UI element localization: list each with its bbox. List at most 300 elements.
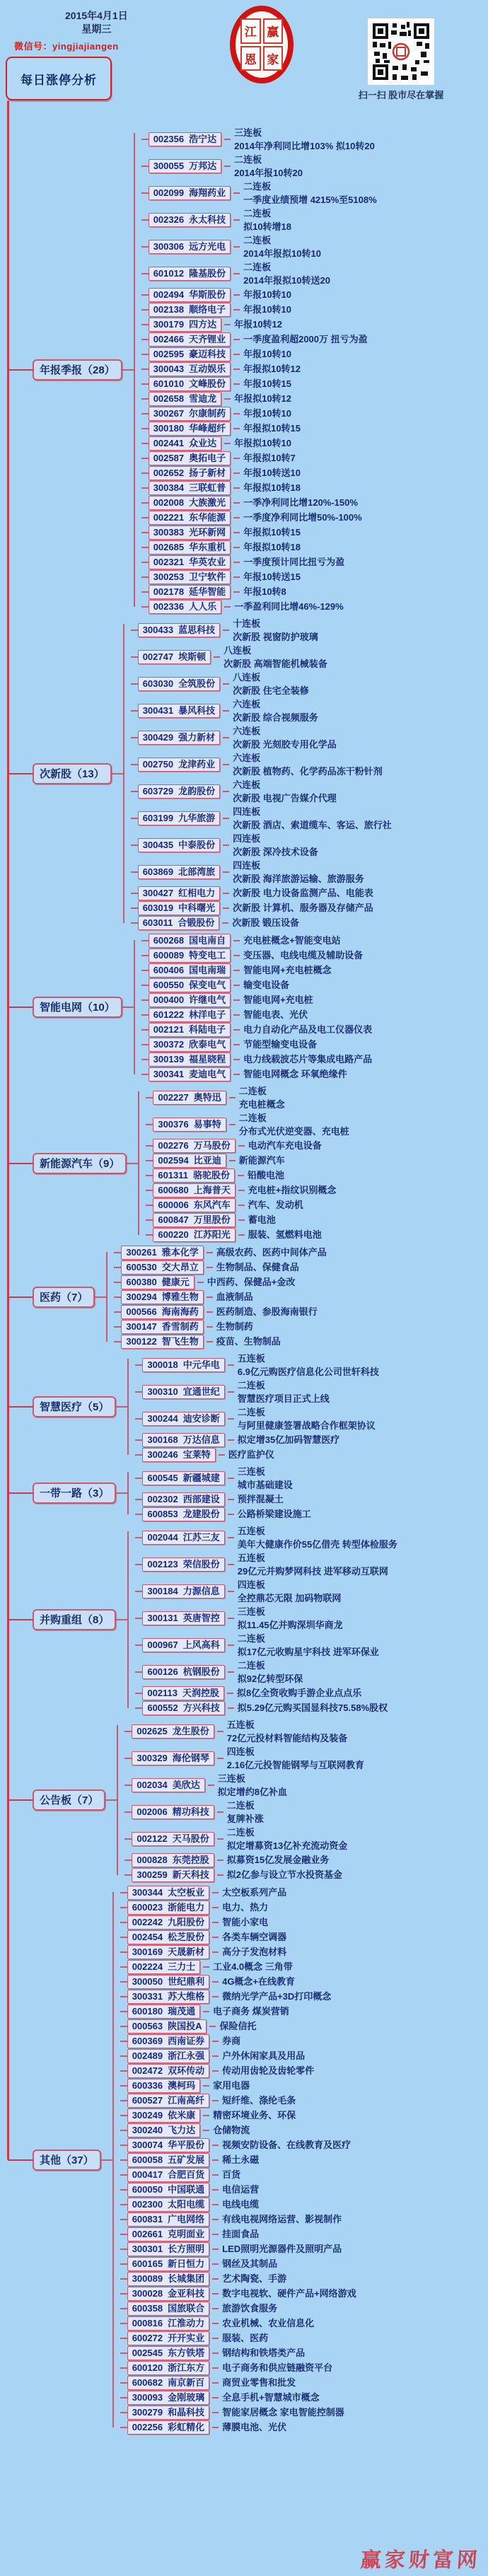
stock-desc (222, 2346, 305, 2360)
stock-desc (243, 963, 332, 977)
stock-item (146, 1138, 349, 1153)
stock-desc (248, 1228, 322, 1241)
desc-line: 年报10转10 (243, 408, 292, 419)
stock-box (142, 1557, 224, 1572)
stock-code: 600220 (158, 1229, 189, 1240)
desc-line: 八连板 (233, 672, 261, 683)
stock-desc (243, 1038, 317, 1051)
desc-line: 分布式光伏逆变器、充电桩 (238, 1126, 349, 1137)
stock-name: 宝莱特 (182, 1449, 211, 1460)
stock-box (121, 1335, 203, 1349)
desc-line: 输变电设备 (243, 980, 290, 990)
stock-item (120, 2167, 356, 2182)
stock-name: 迪安诊断 (182, 1413, 220, 1424)
branch-connector (8, 369, 33, 371)
desc-line: 二连板 (238, 1113, 267, 1123)
stock-desc (239, 1111, 349, 1138)
desc-line: 电力自动化产品及电工仪器仪表 (243, 1024, 373, 1035)
stock-code: 002300 (132, 2198, 163, 2210)
stock-desc (222, 2094, 296, 2107)
stock-desc (238, 1433, 339, 1446)
stock-desc (243, 1008, 308, 1021)
stock-code: 600336 (132, 2079, 163, 2091)
desc-line: 次新股 计算机、服务器及存储产品 (233, 903, 373, 913)
stock-name: 蓝思科技 (178, 625, 216, 635)
stock-code: 300372 (153, 1038, 185, 1050)
stock-item (120, 2316, 356, 2331)
connector-dash (233, 383, 240, 385)
stock-name: 保变电气 (189, 979, 226, 990)
stock-desc (243, 260, 330, 287)
stock-name: 华峰超纤 (189, 422, 226, 434)
stock-item (141, 347, 377, 361)
stock-box (132, 1832, 214, 1846)
desc-line: 精密环境业务、环保 (213, 2110, 296, 2120)
stock-item (141, 451, 377, 465)
desc-line: 年报拟10转12 (234, 393, 292, 404)
category-label-text: 智能电网（10） (40, 1002, 115, 1014)
stock-box (149, 466, 231, 480)
stock-code: 300050 (132, 1975, 163, 1987)
stock-name: 杭钢股份 (182, 1666, 220, 1677)
category-row (0, 1718, 488, 1882)
desc-line: 拟92亿转型环保 (237, 1673, 303, 1684)
stock-box (127, 2257, 209, 2271)
stock-desc (222, 2183, 259, 2196)
stock-desc (216, 1320, 253, 1333)
stock-name: 华斯股份 (189, 289, 226, 300)
stock-item (120, 2390, 356, 2405)
desc-line: 电子商务 煤炭营销 (213, 2006, 289, 2017)
connector-dash (228, 1364, 234, 1366)
desc-line: 2014年报10转20 (234, 168, 303, 178)
connector-dash (233, 547, 240, 548)
stock-name: 天润控股 (182, 1687, 220, 1698)
stock-name: 江苏三友 (182, 1532, 220, 1543)
connector-dash (238, 1175, 244, 1176)
desc-line: 四连板 (226, 1746, 255, 1757)
desc-line: 年报10转8 (243, 586, 286, 597)
category-label (33, 2149, 101, 2171)
stock-code: 600550 (153, 979, 185, 990)
stock-box (149, 948, 231, 963)
stock-code: 600369 (132, 2035, 163, 2046)
stock-name: 易事特 (193, 1119, 221, 1130)
stock-desc (227, 1868, 342, 1881)
desc-line: 汽车、发动机 (248, 1200, 303, 1210)
stock-box (149, 526, 231, 540)
stock-item (141, 510, 377, 525)
stock-code: 600126 (147, 1666, 178, 1677)
stock-item (120, 2345, 356, 2360)
connector-dash (233, 940, 240, 941)
stock-box (132, 1853, 214, 1867)
connector-dash (238, 1190, 245, 1191)
stock-item (146, 1111, 349, 1138)
stock-code: 002595 (153, 348, 185, 359)
stock-name: 福星晓程 (189, 1053, 226, 1064)
connector-dash (212, 2323, 219, 2324)
stock-name: 骆驼股份 (193, 1169, 231, 1180)
desc-line: 智慧医疗项目正式上线 (237, 1393, 330, 1404)
desc-line: 年报10转10 (243, 289, 292, 300)
connector-dash (228, 1644, 234, 1646)
stock-box (138, 623, 220, 637)
stock-item (114, 1275, 326, 1289)
stock-item (120, 2033, 356, 2048)
stock-item (120, 2286, 356, 2301)
stock-code: 002652 (153, 467, 185, 478)
desc-line: 智能家居概念 家电智能控制器 (222, 2407, 344, 2418)
connector-dash (212, 2070, 219, 2072)
stock-code: 002113 (147, 1687, 178, 1698)
desc-line: 年报10转12 (234, 319, 283, 330)
stock-item (120, 2331, 356, 2345)
stock-desc (234, 600, 344, 613)
stock-name: 光环新网 (189, 526, 226, 538)
stock-code: 300179 (153, 318, 185, 330)
connector-dash (228, 1591, 234, 1592)
stock-code: 300279 (132, 2406, 163, 2418)
stock-item (146, 1212, 349, 1227)
stock-desc (238, 1352, 379, 1379)
connector-dash (229, 1097, 236, 1098)
stock-box (149, 392, 221, 406)
connector-dash (227, 1693, 233, 1694)
connector-dash (212, 1951, 219, 1953)
stock-code: 600358 (132, 2302, 163, 2314)
connector-dash (203, 2011, 209, 2012)
connector-dash (223, 871, 229, 873)
stock-box (149, 1008, 231, 1022)
stock-box (153, 1228, 235, 1242)
stock-item (120, 2405, 356, 2420)
connector-dash (238, 1234, 245, 1236)
stock-name: 克明面业 (168, 2228, 205, 2239)
stock-box (149, 481, 231, 495)
stock-desc (222, 2064, 314, 2077)
desc-line: 旅游饮食服务 (222, 2303, 278, 2314)
stock-code: 601012 (153, 268, 185, 279)
stock-code: 300169 (132, 1946, 163, 1957)
stock-item (141, 963, 372, 977)
stock-desc (222, 2049, 305, 2062)
stock-box (127, 2108, 200, 2123)
stock-box (153, 1183, 235, 1197)
desc-line: 一季度业绩预增 4215%至5108% (243, 195, 377, 205)
stock-desc (243, 362, 301, 376)
desc-line: 蓄电池 (248, 1214, 276, 1225)
stock-code: 600006 (158, 1199, 189, 1210)
stock-code: 300147 (126, 1321, 157, 1332)
stock-box (149, 213, 231, 227)
stock-desc (222, 1945, 286, 1959)
stock-desc (222, 2316, 314, 2330)
logo-char: 赢 (263, 18, 284, 44)
connector-dash (207, 1296, 213, 1298)
stock-box (153, 1139, 235, 1153)
stock-code: 002747 (142, 651, 174, 662)
stock-code: 600120 (132, 2362, 163, 2373)
stock-box (127, 1886, 209, 1900)
stock-item (141, 584, 377, 599)
connector-dash (224, 606, 231, 608)
date-line1: 2015年4月1日 (65, 10, 128, 21)
stock-desc (218, 1772, 287, 1799)
stock-box (127, 2316, 209, 2331)
connector-dash (228, 1618, 234, 1619)
connector-dash (224, 324, 231, 325)
category-items (117, 1718, 364, 1882)
connector-dash (233, 1059, 240, 1060)
stock-item (120, 2048, 356, 2063)
desc-line: 户外休闲家具及用品 (222, 2050, 306, 2061)
stock-code: 300310 (147, 1386, 178, 1397)
desc-line: 美年大健康作价55亿借壳 转型体检服务 (237, 1539, 397, 1550)
stock-box (142, 1584, 224, 1599)
category-row (0, 1352, 488, 1462)
connector-dash (233, 273, 240, 274)
stock-box (127, 1960, 200, 1974)
brand-seal-logo (230, 6, 294, 83)
desc-line: 2.16亿元投智能钢琴与互联网教育 (226, 1760, 365, 1770)
stock-item (135, 1686, 397, 1700)
stock-item (141, 555, 377, 569)
stock-item (120, 2137, 356, 2152)
stock-code: 000400 (153, 994, 185, 1005)
desc-line: 城市基础建设 (237, 1480, 293, 1490)
stock-code: 603729 (142, 786, 174, 796)
desc-line: 四连板 (237, 1579, 265, 1590)
root-node (6, 57, 112, 100)
stock-box (149, 1052, 231, 1067)
stock-item (146, 1153, 349, 1168)
connector-dash (207, 1311, 213, 1313)
desc-line: 一季度预计同比扭亏为盈 (243, 557, 345, 567)
stock-desc (234, 126, 375, 153)
stock-item (141, 480, 377, 495)
stock-desc (222, 2242, 342, 2256)
desc-line: 二连板 (243, 181, 272, 192)
stock-code: 300089 (132, 2273, 163, 2284)
stock-name: 隆基股份 (189, 268, 226, 279)
stock-desc (243, 377, 291, 390)
stock-desc (248, 1139, 322, 1152)
stock-name: 林洋电子 (189, 1009, 226, 1020)
connector-dash (233, 562, 240, 563)
stock-name: 苏大维格 (168, 1990, 205, 2002)
category-label (33, 1609, 116, 1630)
stock-name: 互动娱乐 (189, 363, 226, 374)
stock-code: 002441 (153, 437, 185, 448)
stock-box (149, 159, 221, 173)
branch-connector (8, 1492, 33, 1494)
desc-line: 次新股 深冷技术设备 (233, 847, 318, 857)
stock-box (138, 811, 220, 825)
connector-dash (233, 1044, 240, 1045)
stock-box (138, 886, 220, 900)
stock-desc (248, 1168, 284, 1182)
stock-name: 四方达 (189, 318, 217, 330)
stock-box (142, 1358, 224, 1372)
stock-item (141, 540, 377, 555)
connector-dash (212, 2100, 219, 2101)
stock-desc (233, 832, 318, 859)
desc-line: 公路桥梁建设施工 (237, 1509, 311, 1519)
stock-name: 暴风科技 (178, 705, 216, 716)
stock-desc (233, 697, 318, 724)
stock-code: 600527 (132, 2094, 163, 2106)
stock-item (131, 644, 392, 671)
stock-item (135, 1659, 397, 1686)
stock-item (141, 599, 377, 614)
stock-desc (243, 934, 341, 947)
stock-item (124, 1799, 364, 1826)
stock-code: 600058 (132, 2154, 163, 2165)
stock-name: 瑞茂通 (168, 2005, 196, 2017)
stock-name: 国电南自 (189, 934, 226, 946)
desc-line: 太空板系列产品 (222, 1887, 287, 1898)
stock-code: 300184 (147, 1586, 178, 1596)
stock-code: 002242 (132, 1916, 163, 1927)
stock-name: 金刚玻璃 (168, 2391, 205, 2403)
category-label (33, 1287, 95, 1308)
connector-dash (222, 922, 228, 924)
desc-line: 一季净利同比增120%-150% (243, 497, 358, 508)
stock-name: 金亚科技 (168, 2287, 205, 2299)
desc-line: 一季度盈利超2000万 扭亏为盈 (243, 334, 368, 344)
desc-line: 五连板 (237, 1553, 265, 1563)
stock-name: 九阳股份 (168, 1916, 205, 1927)
stock-item (141, 302, 377, 317)
stock-box (127, 2034, 209, 2048)
stock-code: 600050 (132, 2183, 163, 2195)
stock-code: 300168 (147, 1434, 178, 1445)
stock-name: 远方光电 (189, 241, 226, 252)
desc-line: 年报拟10转10 (234, 438, 292, 448)
connector-dash (228, 1671, 234, 1673)
stock-box (149, 267, 231, 281)
stock-box (127, 2168, 209, 2182)
stock-name: 卫宁软件 (189, 571, 226, 582)
stock-name: 浙江永强 (168, 2050, 205, 2061)
stock-name: 中泰股份 (178, 840, 216, 850)
stock-desc (216, 1260, 299, 1274)
stock-box (142, 1507, 224, 1521)
stock-item (146, 1168, 349, 1183)
desc-line: 铅酸电池 (248, 1170, 285, 1180)
stock-name: 红相电力 (178, 887, 216, 898)
desc-line: 充电桩概念+智能变电站 (243, 935, 341, 946)
connector-dash (228, 1478, 234, 1479)
category-items (134, 126, 377, 614)
stock-code: 000566 (126, 1306, 157, 1317)
connector-dash (203, 2130, 209, 2131)
stock-item (135, 1352, 378, 1379)
stock-item (135, 1700, 397, 1715)
stock-item (114, 1289, 326, 1304)
stock-desc (222, 1886, 286, 1899)
stock-name: 太阳电缆 (168, 2198, 205, 2210)
stock-box (138, 838, 220, 852)
branch-connector (8, 1406, 33, 1408)
stock-item (135, 1405, 378, 1432)
stock-desc (238, 1701, 388, 1715)
stock-item (141, 495, 377, 510)
desc-line: 与阿里健康签署战略合作框架协议 (237, 1420, 376, 1431)
stock-desc (243, 347, 291, 361)
stock-name: 新天科技 (172, 1869, 209, 1880)
stock-name: 欣泰电气 (189, 1038, 226, 1050)
stock-code: 300341 (153, 1068, 185, 1079)
stock-box (132, 1868, 214, 1882)
stock-box (138, 650, 211, 664)
stock-item (120, 2420, 356, 2435)
stock-item (124, 1745, 364, 1772)
stock-desc (243, 526, 301, 539)
stock-item (120, 2375, 356, 2390)
stock-desc (243, 332, 368, 346)
desc-line: 拟8亿全资收购手游企业点点乐 (237, 1688, 362, 1698)
stock-box (127, 1930, 209, 1944)
stock-desc (222, 1975, 295, 1988)
stock-code: 600380 (126, 1276, 157, 1287)
connector-dash (233, 192, 240, 194)
stock-item (114, 1304, 326, 1319)
stock-code: 300306 (153, 241, 185, 252)
category-label-text: 一带一路（3） (40, 1487, 110, 1499)
stock-box (153, 1168, 235, 1183)
connector-dash (224, 166, 231, 167)
connector-dash (224, 139, 231, 140)
connector-dash (228, 1499, 234, 1500)
connector-dash (233, 458, 240, 459)
stock-item (131, 805, 392, 832)
desc-line: 二连板 (234, 154, 262, 165)
stock-name: 北部湾旅 (178, 866, 216, 877)
stock-item (120, 2108, 356, 2123)
stock-item (120, 2227, 356, 2241)
stock-code: 300384 (153, 482, 185, 493)
stock-code: 000417 (132, 2169, 163, 2180)
stock-code: 603019 (142, 902, 174, 913)
stock-box (149, 540, 231, 555)
stock-item (120, 2301, 356, 2316)
stock-item (135, 1507, 310, 1521)
stock-desc (213, 1960, 293, 1973)
stock-item (135, 1524, 397, 1551)
category-items (123, 617, 392, 930)
stock-box (149, 377, 231, 391)
stock-name: 海南海药 (161, 1306, 199, 1317)
stock-item (141, 153, 377, 180)
stock-code: 002685 (153, 541, 185, 552)
connector-dash (223, 818, 229, 819)
stock-code: 002326 (153, 214, 185, 225)
stock-desc (222, 1990, 331, 2003)
stock-box (142, 1448, 215, 1462)
stock-code: 600530 (126, 1261, 157, 1272)
desc-line: 三连板 (237, 1466, 265, 1477)
stock-code: 000828 (136, 1854, 168, 1865)
stock-box (149, 1038, 231, 1052)
stock-item (146, 1197, 349, 1212)
desc-line: 挂面食品 (222, 2229, 260, 2239)
desc-line: 高级农药、医药中间体产品 (216, 1247, 327, 1258)
stock-desc (243, 407, 291, 420)
desc-line: 八连板 (223, 645, 252, 656)
branch-connector (8, 1163, 33, 1164)
